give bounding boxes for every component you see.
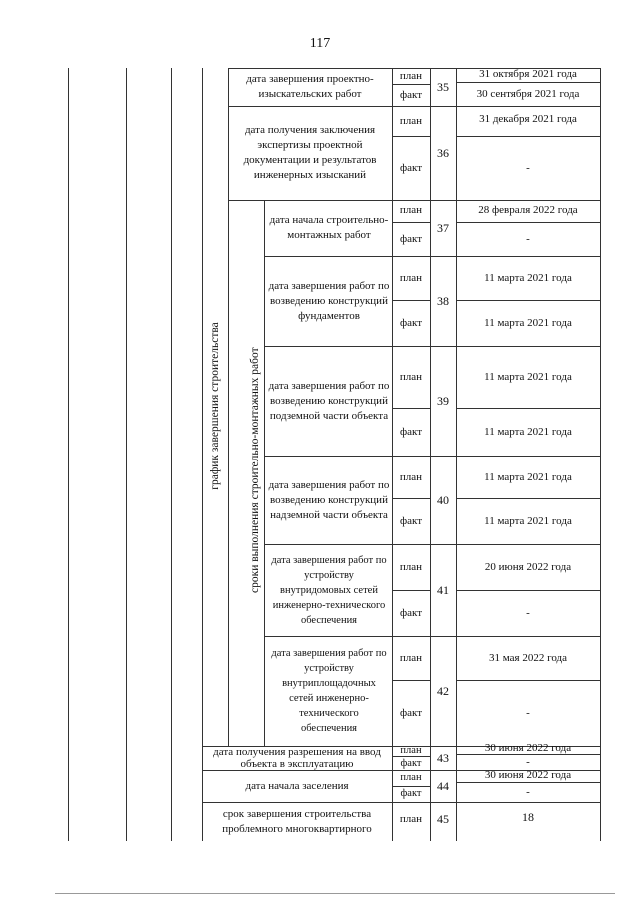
row-sep-40-mid-val [456,498,600,499]
row-40-plan-value: 11 марта 2021 года [484,470,572,483]
row-40-fact-value: 11 марта 2021 года [484,514,572,527]
page-number: 117 [309,36,331,51]
row-43-fact-label: факт [400,757,422,769]
row-41-title: дата завершения работ по устройству внутридомовых сетей инженерно-технического обеспечения [271,554,387,626]
row-sep-42-mid-val [456,680,600,681]
row-44-plan-label: план [400,772,422,783]
section-label-completion-schedule: график завершения строительства [209,322,221,490]
row-39-title: дата завершения работ по возведению конструкций подземной части объекта [268,379,390,422]
row-35-number: 35 [437,79,449,94]
column-divider-d [228,68,229,746]
row-44-number: 44 [437,778,449,793]
row-39-plan-label: план [399,370,423,383]
row-38-number: 38 [437,293,449,308]
row-45-number: 45 [437,811,449,826]
row-42-plan-label: план [399,651,423,664]
row-37-plan-label: план [399,203,423,216]
row-36-number: 36 [437,145,449,160]
row-41-number: 41 [437,582,449,597]
row-42-fact-value: - [526,706,530,719]
row-sep-37-mid-val [456,222,600,223]
row-38-plan-value: 11 марта 2021 года [484,271,572,284]
row-45-title: срок завершения строительства проблемного многоквартирного [222,808,372,835]
row-37-number: 37 [437,220,449,235]
row-37-fact-value: - [526,232,530,245]
row-sep-41-mid [392,590,430,591]
row-44-fact-value: - [526,786,530,798]
row-39-fact-label: факт [399,425,423,438]
row-sep-35-mid-val [456,82,600,83]
page-bottom-rule [55,893,615,894]
row-38-fact-value: 11 марта 2021 года [484,316,572,329]
row-35-title: дата завершения проектно-изыскательских работ [246,73,374,100]
column-divider-a [126,68,127,841]
row-sep-39-mid [392,408,430,409]
row-36-fact-value: - [526,161,530,174]
row-43-plan-value: 30 июня 2022 года [484,742,572,754]
row-sep-37-mid [392,222,430,223]
row-sep-38-mid-val [456,300,600,301]
row-sep-36-top [228,106,600,107]
row-43-fact-value: - [526,756,530,768]
row-sep-36-mid-val [456,136,600,137]
row-37-fact-label: факт [399,232,423,245]
row-sep-39-mid-val [456,408,600,409]
row-40-fact-label: факт [399,514,423,527]
row-sep-36-mid [392,136,430,137]
row-35-fact-label: факт [399,88,423,101]
row-42-number: 42 [437,683,449,698]
row-45-plan-value: 18 [522,809,534,824]
row-42-title: дата завершения работ по устройству внутриплощадочных сетей инженерно-технического обеспечения [271,648,387,734]
table-border-left [68,68,69,841]
row-40-number: 40 [437,492,449,507]
row-39-fact-value: 11 марта 2021 года [484,425,572,438]
row-43-number: 43 [437,750,449,765]
row-43-title: дата получения разрешения на ввод объекта в эксплуатацию [213,746,381,770]
row-42-plan-value: 31 мая 2022 года [489,651,567,664]
row-42-fact-label: факт [399,706,423,719]
row-40-plan-label: план [399,470,423,483]
row-38-fact-label: факт [399,316,423,329]
row-39-number: 39 [437,393,449,408]
row-38-plan-label: план [399,271,423,284]
row-41-plan-label: план [399,560,423,573]
row-40-title: дата завершения работ по возведению конструкций надземной части объекта [268,478,390,521]
row-41-fact-value: - [526,606,530,619]
row-44-fact-label: факт [400,788,422,799]
row-41-fact-label: факт [399,606,423,619]
row-45-plan-label: план [399,812,423,825]
row-44-plan-value: 30 июня 2022 года [484,769,572,781]
row-43-plan-label: план [400,745,422,756]
row-sep-41-mid-val [456,590,600,591]
row-36-fact-label: факт [399,161,423,174]
row-sep-42-mid [392,680,430,681]
row-35-plan-label: план [399,69,423,82]
row-37-plan-value: 28 февраля 2022 года [478,203,578,216]
row-sep-38-mid [392,300,430,301]
row-37-title: дата начала строительно-монтажных работ [269,214,389,241]
row-sep-44-mid-val [456,782,600,783]
row-39-plan-value: 11 марта 2021 года [484,370,572,383]
table-border-right [600,68,601,841]
row-38-title: дата завершения работ по возведению конструкций фундаментов [268,279,390,322]
row-44-title: дата начала заселения [245,779,349,792]
column-divider-b [171,68,172,841]
row-sep-40-mid [392,498,430,499]
row-41-plan-value: 20 июня 2022 года [484,560,572,573]
row-36-plan-value: 31 декабря 2021 года [479,112,577,125]
row-sep-35-mid [392,84,430,85]
column-divider-e [264,200,265,746]
row-36-title: дата получения заключения экспертизы проектной документации и результатов инженерных изысканий [243,124,377,181]
column-divider-c [202,68,203,841]
row-36-plan-label: план [399,114,423,127]
section-label-construction-terms: сроки выполнения строительно-монтажных работ [249,347,261,593]
row-35-plan-value: 31 октября 2021 года [479,67,577,80]
row-35-fact-value: 30 сентября 2021 года [476,87,580,100]
